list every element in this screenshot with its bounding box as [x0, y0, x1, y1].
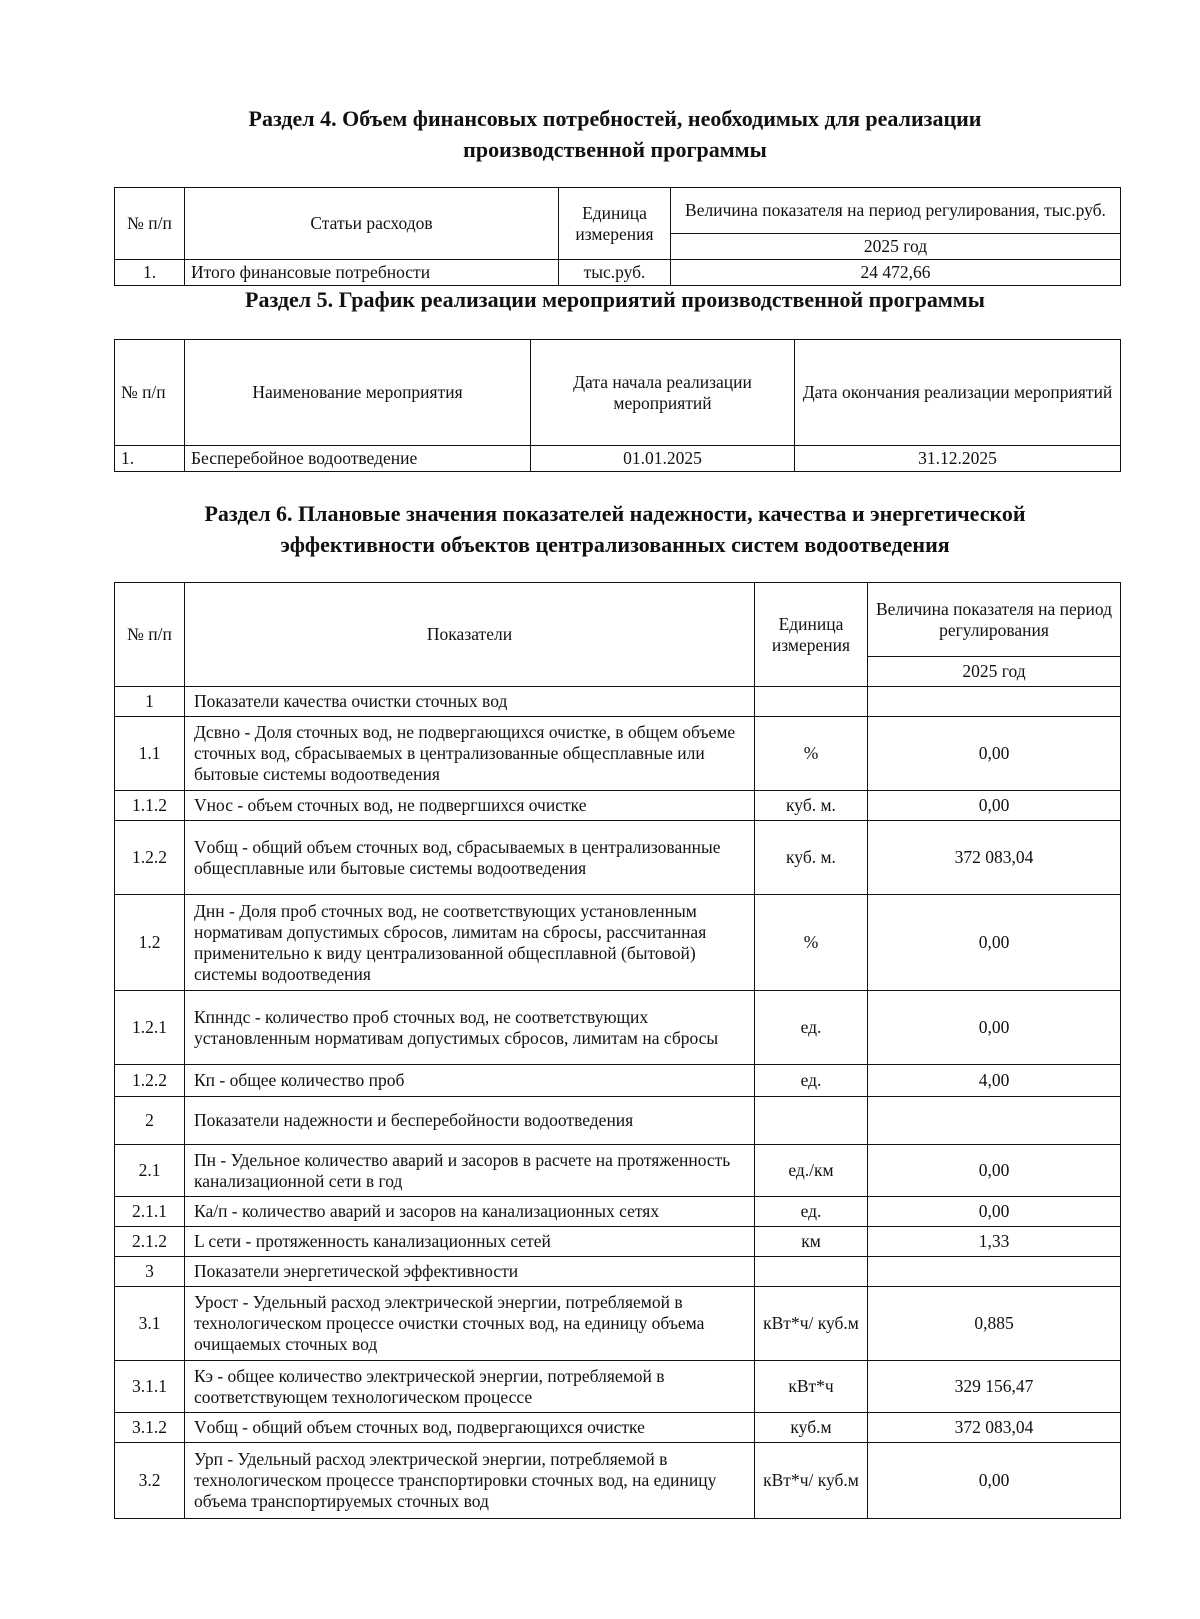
table-row: [115, 1413, 1121, 1443]
table-row: [115, 991, 1121, 1065]
header-name: Наименование мероприятия: [185, 340, 531, 446]
table-row: [115, 687, 1121, 717]
row-name: Vобщ - общий объем сточных вод, сбрасываемых в централизованные общесплавные или бытовые системы водоотведения: [185, 821, 755, 895]
row-value: 329 156,47: [868, 1361, 1121, 1413]
row-num: 3.1: [115, 1287, 185, 1361]
row-value: [868, 1257, 1121, 1287]
table-row: [115, 821, 1121, 895]
row-unit: %: [755, 895, 868, 991]
row-start: 01.01.2025: [531, 446, 795, 472]
row-name: Итого финансовые потребности: [185, 260, 559, 286]
row-num: 3: [115, 1257, 185, 1287]
row-unit: ед./км: [755, 1145, 868, 1197]
section6-title-line1: Раздел 6. Плановые значения показателей надежности, качества и энергетической: [204, 501, 1026, 526]
table-row: [115, 717, 1121, 791]
row-end: 31.12.2025: [795, 446, 1121, 472]
row-num: 1.: [115, 260, 185, 286]
row-num: 3.1.2: [115, 1413, 185, 1443]
row-value: 24 472,66: [671, 260, 1121, 286]
row-num: 2.1.1: [115, 1197, 185, 1227]
row-name: Показатели энергетической эффективности: [185, 1257, 755, 1287]
row-num: 1.2.2: [115, 1065, 185, 1097]
row-num: 1.1.2: [115, 791, 185, 821]
table-row: [115, 1145, 1121, 1197]
header-value: Величина показателя на период регулирования, тыс.руб.: [671, 188, 1121, 234]
row-num: 1.2: [115, 895, 185, 991]
row-unit: ед.: [755, 991, 868, 1065]
row-name: Показатели надежности и бесперебойности водоотведения: [185, 1097, 755, 1145]
row-unit: ед.: [755, 1197, 868, 1227]
header-year: 2025 год: [671, 234, 1121, 260]
table-row: [115, 895, 1121, 991]
row-value: 0,00: [868, 991, 1121, 1065]
row-unit: тыс.руб.: [559, 260, 671, 286]
row-num: 1.2.2: [115, 821, 185, 895]
row-name: Vобщ - общий объем сточных вод, подвергающихся очистке: [185, 1413, 755, 1443]
row-value: 0,00: [868, 717, 1121, 791]
row-unit: [755, 1097, 868, 1145]
row-num: 2: [115, 1097, 185, 1145]
row-name: Ка/п - количество аварий и засоров на канализационных сетях: [185, 1197, 755, 1227]
row-value: 372 083,04: [868, 821, 1121, 895]
row-num: 3.2: [115, 1443, 185, 1519]
row-value: 0,00: [868, 1443, 1121, 1519]
row-unit: кВт*ч/ куб.м: [755, 1287, 868, 1361]
table-row: [115, 1197, 1121, 1227]
row-name: Днн - Доля проб сточных вод, не соответствующих установленным нормативам допустимых сбросов, лимитам на сбросы, рассчитанная применительно к виду централизованной общесплавной (бытовой) системы водоотведения: [185, 895, 755, 991]
header-num: № п/п: [115, 188, 185, 260]
row-value: 0,00: [868, 1197, 1121, 1227]
row-value: 0,00: [868, 895, 1121, 991]
table-row: [115, 1227, 1121, 1257]
row-name: Кпнндс - количество проб сточных вод, не соответствующих установленным нормативам допустимых сбросов, лимитам на сбросы: [185, 991, 755, 1065]
table-row: [115, 1361, 1121, 1413]
row-num: 1.: [115, 446, 185, 472]
row-num: 1: [115, 687, 185, 717]
row-unit: км: [755, 1227, 868, 1257]
table-row: [115, 1097, 1121, 1145]
section5-title: Раздел 5. График реализации мероприятий производственной программы: [245, 287, 985, 312]
row-value: [868, 1097, 1121, 1145]
row-value: 4,00: [868, 1065, 1121, 1097]
row-value: 0,00: [868, 791, 1121, 821]
section4-title-line2: производственной программы: [463, 137, 767, 162]
section5-table: [114, 339, 1121, 472]
row-name: L сети - протяженность канализационных сетей: [185, 1227, 755, 1257]
row-name: Пн - Удельное количество аварий и засоров в расчете на протяженность канализационной сети в год: [185, 1145, 755, 1197]
section4-title: [112, 103, 1118, 165]
row-name: Урп - Удельный расход электрической энергии, потребляемой в технологическом процессе транспортировки сточных вод, на единицу объема транспортируемых сточных вод: [185, 1443, 755, 1519]
row-name: Дсвно - Доля сточных вод, не подвергающихся очистке, в общем объеме сточных вод, сбрасываемых в централизованные общесплавные или бытовые системы водоотведения: [185, 717, 755, 791]
row-name: Показатели качества очистки сточных вод: [185, 687, 755, 717]
table-row: [115, 791, 1121, 821]
row-unit: куб.м: [755, 1413, 868, 1443]
header-items: Статьи расходов: [185, 188, 559, 260]
row-unit: %: [755, 717, 868, 791]
header-indicators: Показатели: [185, 583, 755, 687]
row-unit: кВт*ч/ куб.м: [755, 1443, 868, 1519]
header-start: Дата начала реализации мероприятий: [531, 340, 795, 446]
table-row: [115, 1443, 1121, 1519]
table-row: [115, 1257, 1121, 1287]
row-value: 372 083,04: [868, 1413, 1121, 1443]
header-num: № п/п: [115, 340, 185, 446]
row-name: Урост - Удельный расход электрической энергии, потребляемой в технологическом процессе очистки сточных вод, на единицу объема очищаемых сточных вод: [185, 1287, 755, 1361]
header-num: № п/п: [115, 583, 185, 687]
row-value: 0,885: [868, 1287, 1121, 1361]
row-name: Кп - общее количество проб: [185, 1065, 755, 1097]
row-name: Vнос - объем сточных вод, не подвергшихся очистке: [185, 791, 755, 821]
header-year: 2025 год: [868, 657, 1121, 687]
row-value: 1,33: [868, 1227, 1121, 1257]
row-unit: ед.: [755, 1065, 868, 1097]
header-end: Дата окончания реализации мероприятий: [795, 340, 1121, 446]
table-row: [115, 1065, 1121, 1097]
header-unit: Единица измерения: [559, 188, 671, 260]
row-unit: кВт*ч: [755, 1361, 868, 1413]
row-num: 1.1: [115, 717, 185, 791]
table-row: [115, 260, 1121, 286]
row-num: 3.1.1: [115, 1361, 185, 1413]
header-unit: Единица измерения: [755, 583, 868, 687]
row-unit: куб. м.: [755, 821, 868, 895]
row-value: [868, 687, 1121, 717]
section6-title: [112, 498, 1118, 560]
header-value: Величина показателя на период регулирования: [868, 583, 1121, 657]
section4-title-line1: Раздел 4. Объем финансовых потребностей, необходимых для реализации: [248, 106, 982, 131]
row-num: 2.1: [115, 1145, 185, 1197]
row-name: Бесперебойное водоотведение: [185, 446, 531, 472]
row-unit: [755, 1257, 868, 1287]
section4-table: [114, 187, 1121, 286]
table-row: [115, 446, 1121, 472]
row-num: 2.1.2: [115, 1227, 185, 1257]
section6-title-line2: эффективности объектов централизованных систем водоотведения: [280, 532, 950, 557]
row-num: 1.2.1: [115, 991, 185, 1065]
table-row: [115, 1287, 1121, 1361]
row-unit: [755, 687, 868, 717]
section6-table: [114, 582, 1121, 1519]
row-value: 0,00: [868, 1145, 1121, 1197]
row-unit: куб. м.: [755, 791, 868, 821]
row-name: Кэ - общее количество электрической энергии, потребляемой в соответствующем технологическом процессе: [185, 1361, 755, 1413]
